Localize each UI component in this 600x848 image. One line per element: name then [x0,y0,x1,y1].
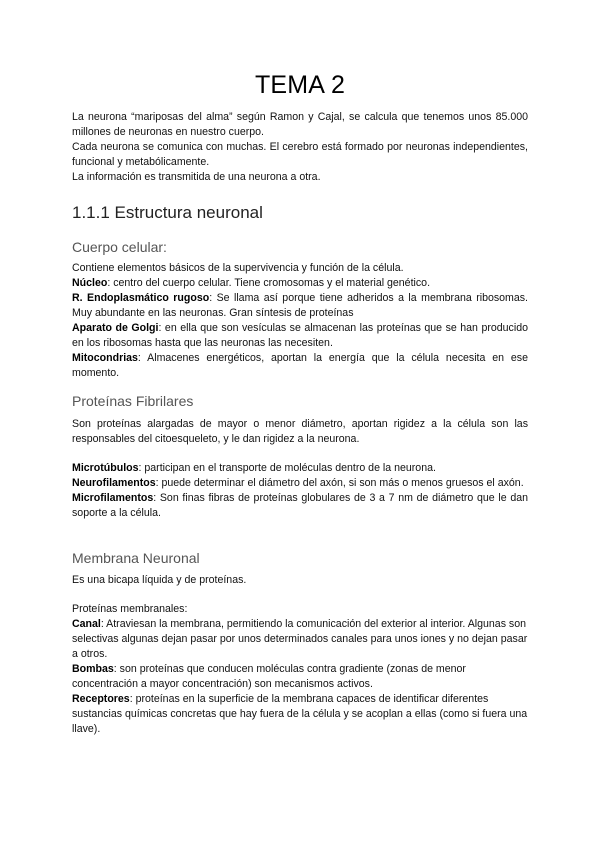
membrana-item-receptores [72,692,528,737]
definition: : Se llama así porque tiene adheridos a la membrana ribosomas. Muy abundante en las neuronas. Gran síntesis de proteínas [72,292,529,319]
intro-paragraph-2: Cada neurona se comunica con muchas. El cerebro está formado por neuronas independientes, funcional y metabólicamente. [72,141,528,168]
membrana-intro: Es una bicapa líquida y de proteínas. [72,574,247,586]
definition: : Son finas fibras de proteínas globulares de 3 a 7 nm de diámetro que le dan soporte a la célula. [72,492,528,519]
definition: : Atraviesan la membrana, permitiendo la comunicación del exterior al interior. Algunas son selectivas algunas dejan pasar por unos determinados canales para unos iones y no dejan pasar a otros. [72,618,528,660]
definition: : puede determinar el diámetro del axón, si son más o menos gruesos el axón. [155,477,524,489]
cuerpo-item-reticulo [72,291,528,321]
cuerpo-item-golgi [72,321,528,351]
fibrilares-intro: Son proteínas alargadas de mayor o menor diámetro, aportan rigidez a la célula son las responsables del citoesqueleto, y le dan rigidez a la neurona. [72,418,528,445]
membrana-item-canal [72,617,528,662]
membrana-item-bombas [72,662,528,692]
definition: : Almacenes energéticos, aportan la energía que la célula necesita en ese momento. [72,352,528,379]
intro-block [72,110,528,185]
intro-paragraph-1: La neurona “mariposas del alma” según Ramon y Cajal, se calcula que tenemos unos 85.000 millones de neuronas en nuestro cuerpo. [72,111,528,138]
term: Mitocondrias [72,352,138,364]
term: Núcleo [72,277,108,289]
cuerpo-item-nucleo [72,276,528,291]
definition: : en ella que son vesículas se almacenan las proteínas que se han producido en los ribosomas hasta que las neuronas las necesiten. [72,322,528,349]
term: Microtúbulos [72,462,139,474]
fibrilares-item-microfilamentos [72,491,528,521]
term: Bombas [72,663,114,675]
cuerpo-heading: Cuerpo celular: [72,239,167,255]
definition: : son proteínas que conducen moléculas contra gradiente (zonas de menor concentración a mayor concentración) son mecanismos activos. [72,663,466,690]
term: Canal [72,618,101,630]
membrana-list [72,602,528,737]
definition: : proteínas en la superficie de la membrana capaces de identificar diferentes sustancias químicas concretas que hay fuera de la célula y se acoplan a ellas (como si fuera una llave). [72,693,528,735]
fibrilares-heading: Proteínas Fibrilares [72,393,194,409]
term: Microfilamentos [72,492,154,504]
intro-paragraph-3: La información es transmitida de una neurona a otra. [72,171,321,183]
page-title: TEMA 2 [254,71,346,99]
fibrilares-item-neurofilamentos [72,476,528,491]
fibrilares-item-microtubulos [72,461,528,476]
definition: : participan en el transporte de moléculas dentro de la neurona. [138,462,436,474]
term: Receptores [72,693,130,705]
definition: : centro del cuerpo celular. Tiene cromosomas y el material genético. [107,277,431,289]
term: Neurofilamentos [72,477,156,489]
term: Aparato de Golgi [72,322,159,334]
fibrilares-list [72,461,528,521]
term: R. Endoplasmático rugoso [72,292,210,304]
fibrilares-intro-block [72,417,528,447]
membrana-subheading: Proteínas membranales: [72,603,188,615]
cuerpo-intro: Contiene elementos básicos de la supervivencia y función de la célula. [72,262,404,274]
membrana-heading: Membrana Neuronal [72,550,200,566]
cuerpo-block [72,261,528,381]
membrana-intro-block [72,573,528,588]
cuerpo-item-mitocondrias [72,351,528,381]
section-heading: 1.1.1 Estructura neuronal [72,203,263,222]
